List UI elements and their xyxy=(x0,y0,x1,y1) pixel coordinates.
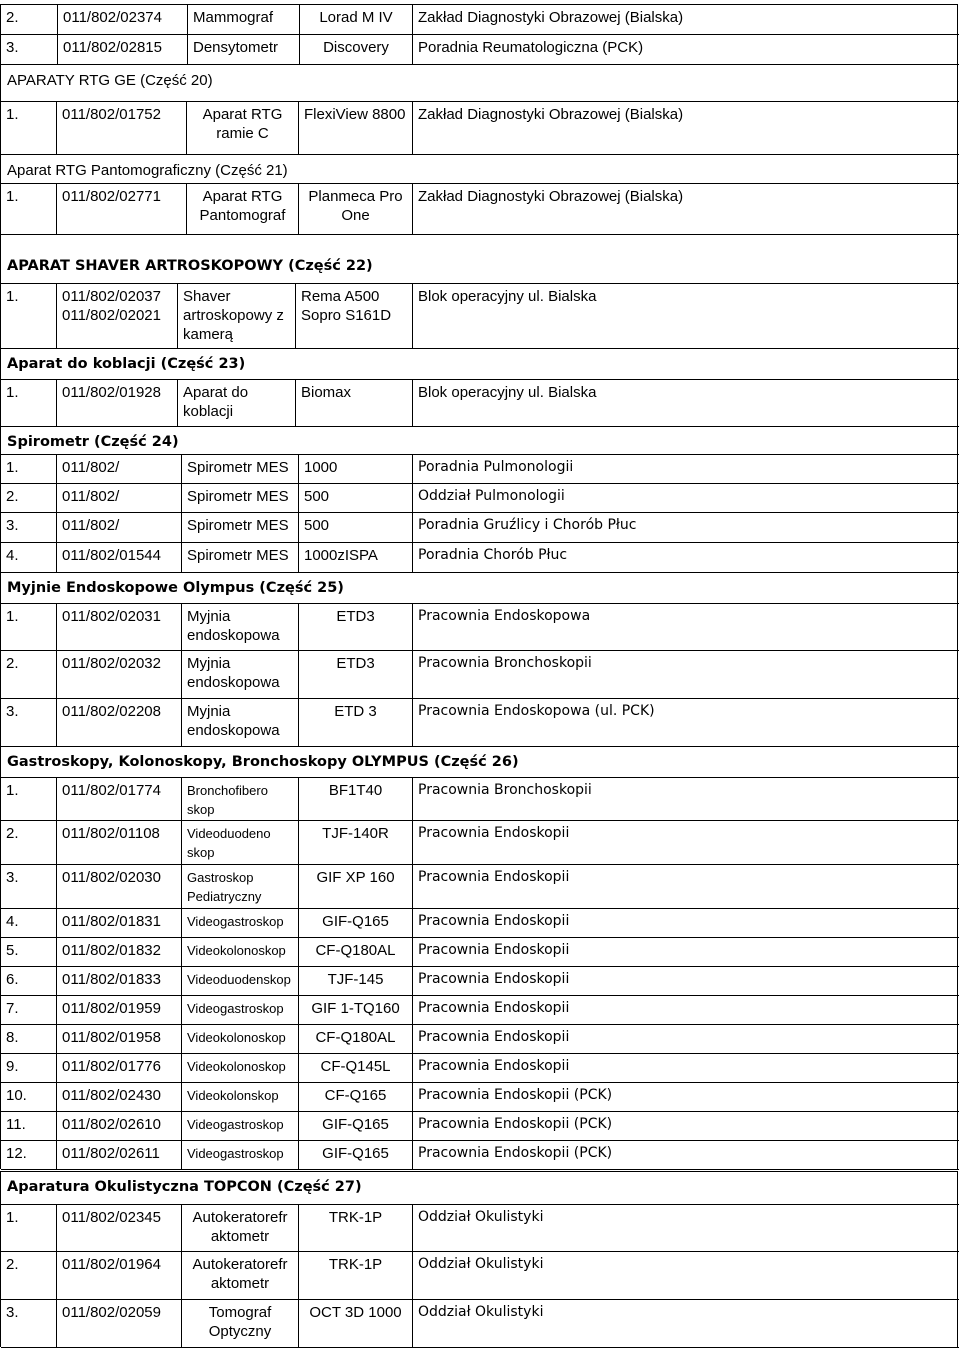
cell-lp: 4. xyxy=(1,909,57,937)
cell-device-name: Videokolonoskop xyxy=(182,1025,299,1053)
cell-lp: 2. xyxy=(1,1252,57,1299)
table-row xyxy=(1,543,959,573)
table-row xyxy=(1,379,959,427)
section-part23 xyxy=(0,348,958,426)
cell-device-name: Spirometr MES xyxy=(182,484,299,512)
cell-location: Pracownia Bronchoskopii xyxy=(418,655,592,671)
table-row xyxy=(1,967,959,996)
cell-inventory-number: 011/802/ xyxy=(57,513,182,542)
cell-inventory-number: 011/802/02610 xyxy=(57,1112,182,1140)
table-row xyxy=(1,101,959,155)
table-row xyxy=(1,1300,959,1348)
cell-lp: 1. xyxy=(1,284,57,348)
table-row xyxy=(1,821,959,865)
cell-lp: 9. xyxy=(1,1054,57,1082)
table-row xyxy=(1,1112,959,1141)
table-row xyxy=(1,1054,959,1083)
table-row xyxy=(1,777,959,821)
cell-location: Pracownia Endoskopowa (ul. PCK) xyxy=(418,703,655,719)
cell-lp: 1. xyxy=(1,455,57,483)
cell-location: Poradnia Chorób Płuc xyxy=(418,547,568,563)
cell-location: Blok operacyjny ul. Bialska xyxy=(418,288,597,305)
cell-inventory-number: 011/802/ xyxy=(57,484,182,512)
cell-inventory-number: 011/802/01832 xyxy=(57,938,182,966)
section-title: Aparatura Okulistyczna TOPCON (Część 27) xyxy=(7,1179,362,1195)
cell-device-name: Spirometr MES xyxy=(182,513,299,542)
cell-location: Zakład Diagnostyki Obrazowej (Bialska) xyxy=(418,106,684,123)
cell-lp: 3. xyxy=(1,865,57,908)
cell-model: GIF-Q165 xyxy=(299,1112,413,1140)
cell-inventory-number: 011/802/01833 xyxy=(57,967,182,995)
cell-location: Pracownia Endoskopii (PCK) xyxy=(418,1145,613,1161)
cell-device-name: Myjnia endoskopowa xyxy=(182,699,299,746)
cell-lp: 2. xyxy=(1,484,57,512)
cell-lp: 1. xyxy=(1,778,57,820)
table-row xyxy=(1,603,959,651)
cell-device-name: Myjnia endoskopowa xyxy=(182,604,299,650)
cell-lp: 11. xyxy=(1,1112,57,1140)
cell-model: ETD 3 xyxy=(299,699,413,746)
cell-lp: 3. xyxy=(1,35,58,64)
cell-lp: 10. xyxy=(1,1083,57,1111)
cell-lp: 1. xyxy=(1,184,57,234)
table-row xyxy=(1,283,959,349)
cell-inventory-number: 011/802/02030 xyxy=(57,865,182,908)
cell-location: Pracownia Endoskopii (PCK) xyxy=(418,1087,613,1103)
cell-device-name: Gastroskop Pediatryczny xyxy=(182,865,299,908)
cell-lp: 2. xyxy=(1,651,57,698)
cell-inventory-number: 011/802/02059 xyxy=(57,1300,182,1347)
cell-lp: 4. xyxy=(1,543,57,572)
table-row xyxy=(1,865,959,909)
cell-inventory-number: 011/802/02032 xyxy=(57,651,182,698)
cell-inventory-number: 011/802/02771 xyxy=(57,184,187,234)
cell-location: Pracownia Endoskopii xyxy=(418,942,570,958)
cell-inventory-number: 011/802/02374 xyxy=(58,5,188,34)
cell-model: Planmeca Pro One xyxy=(299,184,413,234)
cell-inventory-number: 011/802/ xyxy=(57,455,182,483)
table-row xyxy=(1,5,959,35)
cell-location: Pracownia Endoskopii xyxy=(418,1000,570,1016)
section-title: Aparat do koblacji (Część 23) xyxy=(7,356,246,372)
section-part25 xyxy=(0,572,958,746)
cell-device-name: Videokolonoskop xyxy=(182,938,299,966)
cell-lp: 1. xyxy=(1,604,57,650)
cell-device-name: Autokeratorefr aktometr xyxy=(182,1205,299,1251)
section-part27 xyxy=(0,1171,958,1347)
cell-model: ETD3 xyxy=(299,651,413,698)
cell-model: TJF-145 xyxy=(299,967,413,995)
cell-model: 500 xyxy=(299,484,413,512)
cell-lp: 1. xyxy=(1,380,57,426)
cell-lp: 2. xyxy=(1,821,57,864)
cell-model: 1000zISPA xyxy=(299,543,413,572)
cell-device-name: Aparat RTG Pantomograf xyxy=(187,184,299,234)
cell-location: Oddział Okulistyki xyxy=(418,1256,544,1272)
section-title: Spirometr (Część 24) xyxy=(7,434,179,450)
cell-location: Pracownia Endoskopii xyxy=(418,1058,570,1074)
cell-device-name: Autokeratorefr aktometr xyxy=(182,1252,299,1299)
cell-inventory-number: 011/802/01774 xyxy=(57,778,182,820)
cell-location: Pracownia Endoskopii xyxy=(418,971,570,987)
cell-device-name: Mammograf xyxy=(188,5,300,34)
cell-location: Oddział Okulistyki xyxy=(418,1209,544,1225)
table-row xyxy=(1,1252,959,1300)
section-part20 xyxy=(0,64,958,154)
cell-model: Lorad M IV xyxy=(300,5,413,34)
cell-location: Poradnia Reumatologiczna (PCK) xyxy=(418,39,644,56)
cell-device-name: Aparat do koblacji xyxy=(178,380,296,426)
cell-inventory-number: 011/802/01928 xyxy=(57,380,178,426)
cell-device-name: Tomograf Optyczny xyxy=(182,1300,299,1347)
cell-model: BF1T40 xyxy=(299,778,413,820)
cell-location: Pracownia Endoskopowa xyxy=(418,608,591,624)
cell-model: CF-Q165 xyxy=(299,1083,413,1111)
cell-model: GIF XP 160 xyxy=(299,865,413,908)
cell-location: Oddział Okulistyki xyxy=(418,1304,544,1320)
table-row xyxy=(1,699,959,747)
cell-location: Poradnia Gruźlicy i Chorób Płuc xyxy=(418,517,637,533)
cell-model: FlexiView 8800 xyxy=(299,102,413,154)
cell-inventory-number: 011/802/01544 xyxy=(57,543,182,572)
cell-location: Pracownia Endoskopii (PCK) xyxy=(418,1116,613,1132)
cell-location: Pracownia Endoskopii xyxy=(418,913,570,929)
cell-device-name: Bronchofibero skop xyxy=(182,778,299,820)
table-row xyxy=(1,996,959,1025)
cell-inventory-number: 011/802/02031 xyxy=(57,604,182,650)
table-row xyxy=(1,484,959,513)
cell-model: 500 xyxy=(299,513,413,542)
table-row xyxy=(1,454,959,484)
cell-inventory-number: 011/802/01752 xyxy=(57,102,187,154)
cell-device-name: Videokolonskop xyxy=(182,1083,299,1111)
cell-model: CF-Q180AL xyxy=(299,1025,413,1053)
cell-inventory-number: 011/802/02037 011/802/02021 xyxy=(57,284,178,348)
cell-inventory-number: 011/802/01964 xyxy=(57,1252,182,1299)
table-row xyxy=(1,183,959,235)
table-row xyxy=(1,35,959,65)
section-title: APARAT SHAVER ARTROSKOPOWY (Część 22) xyxy=(7,258,373,274)
section-part22 xyxy=(0,234,958,348)
cell-model: CF-Q145L xyxy=(299,1054,413,1082)
cell-lp: 1. xyxy=(1,1205,57,1251)
cell-device-name: Videogastroskop xyxy=(182,1112,299,1140)
cell-lp: 6. xyxy=(1,967,57,995)
table-row xyxy=(1,1141,959,1170)
cell-model: TRK-1P xyxy=(299,1252,413,1299)
table-row xyxy=(1,651,959,699)
cell-lp: 3. xyxy=(1,1300,57,1347)
cell-inventory-number: 011/802/01776 xyxy=(57,1054,182,1082)
cell-lp: 2. xyxy=(1,5,58,34)
section-title: Aparat RTG Pantomograficzny (Część 21) xyxy=(7,162,288,179)
cell-inventory-number: 011/802/01958 xyxy=(57,1025,182,1053)
cell-device-name: Myjnia endoskopowa xyxy=(182,651,299,698)
section-title: APARATY RTG GE (Część 20) xyxy=(7,72,213,89)
cell-lp: 1. xyxy=(1,102,57,154)
cell-device-name: Shaver artroskopowy z kamerą xyxy=(178,284,296,348)
cell-location: Zakład Diagnostyki Obrazowej (Bialska) xyxy=(418,9,684,26)
cell-lp: 5. xyxy=(1,938,57,966)
cell-model: OCT 3D 1000 xyxy=(299,1300,413,1347)
section-part26 xyxy=(0,746,958,1169)
cell-model: GIF-Q165 xyxy=(299,1141,413,1169)
cell-model: Rema A500 Sopro S161D xyxy=(296,284,413,348)
cell-lp: 7. xyxy=(1,996,57,1024)
table-row xyxy=(1,1204,959,1252)
cell-lp: 3. xyxy=(1,513,57,542)
cell-inventory-number: 011/802/02815 xyxy=(58,35,188,64)
cell-location: Pracownia Endoskopii xyxy=(418,825,570,841)
cell-device-name: Videogastroskop xyxy=(182,909,299,937)
cell-inventory-number: 011/802/02345 xyxy=(57,1205,182,1251)
cell-lp: 8. xyxy=(1,1025,57,1053)
cell-model: GIF-Q165 xyxy=(299,909,413,937)
cell-model: TJF-140R xyxy=(299,821,413,864)
cell-location: Pracownia Endoskopii xyxy=(418,1029,570,1045)
cell-model: CF-Q180AL xyxy=(299,938,413,966)
cell-device-name: Videogastroskop xyxy=(182,1141,299,1169)
section-title: Myjnie Endoskopowe Olympus (Część 25) xyxy=(7,580,344,596)
cell-model: Discovery xyxy=(300,35,413,64)
section-part24 xyxy=(0,426,958,572)
section-part21 xyxy=(0,154,958,234)
cell-location: Zakład Diagnostyki Obrazowej (Bialska) xyxy=(418,188,684,205)
cell-device-name: Videoduodenskop xyxy=(182,967,299,995)
cell-device-name: Videokolonoskop xyxy=(182,1054,299,1082)
table-row xyxy=(1,1083,959,1112)
cell-inventory-number: 011/802/02611 xyxy=(57,1141,182,1169)
table-row xyxy=(1,1025,959,1054)
cell-location: Pracownia Endoskopii xyxy=(418,869,570,885)
section-title: Gastroskopy, Kolonoskopy, Bronchoskopy OLYMPUS (Część 26) xyxy=(7,754,519,770)
cell-model: 1000 xyxy=(299,455,413,483)
cell-inventory-number: 011/802/02208 xyxy=(57,699,182,746)
cell-inventory-number: 011/802/01831 xyxy=(57,909,182,937)
cell-lp: 12. xyxy=(1,1141,57,1169)
table-row xyxy=(1,513,959,543)
cell-inventory-number: 011/802/01108 xyxy=(57,821,182,864)
cell-device-name: Videoduodeno skop xyxy=(182,821,299,864)
cell-model: ETD3 xyxy=(299,604,413,650)
cell-location: Blok operacyjny ul. Bialska xyxy=(418,384,597,401)
cell-device-name: Aparat RTG ramie C xyxy=(187,102,299,154)
cell-device-name: Densytometr xyxy=(188,35,300,64)
cell-location: Oddział Pulmonologii xyxy=(418,488,565,504)
cell-device-name: Spirometr MES xyxy=(182,543,299,572)
cell-model: GIF 1-TQ160 xyxy=(299,996,413,1024)
table-row xyxy=(1,909,959,938)
cell-inventory-number: 011/802/02430 xyxy=(57,1083,182,1111)
section-top_rows xyxy=(0,4,958,64)
cell-model: TRK-1P xyxy=(299,1205,413,1251)
table-row xyxy=(1,938,959,967)
cell-device-name: Spirometr MES xyxy=(182,455,299,483)
cell-inventory-number: 011/802/01959 xyxy=(57,996,182,1024)
cell-model: Biomax xyxy=(296,380,413,426)
cell-lp: 3. xyxy=(1,699,57,746)
cell-location: Pracownia Bronchoskopii xyxy=(418,782,592,798)
cell-device-name: Videogastroskop xyxy=(182,996,299,1024)
cell-location: Poradnia Pulmonologii xyxy=(418,459,574,475)
